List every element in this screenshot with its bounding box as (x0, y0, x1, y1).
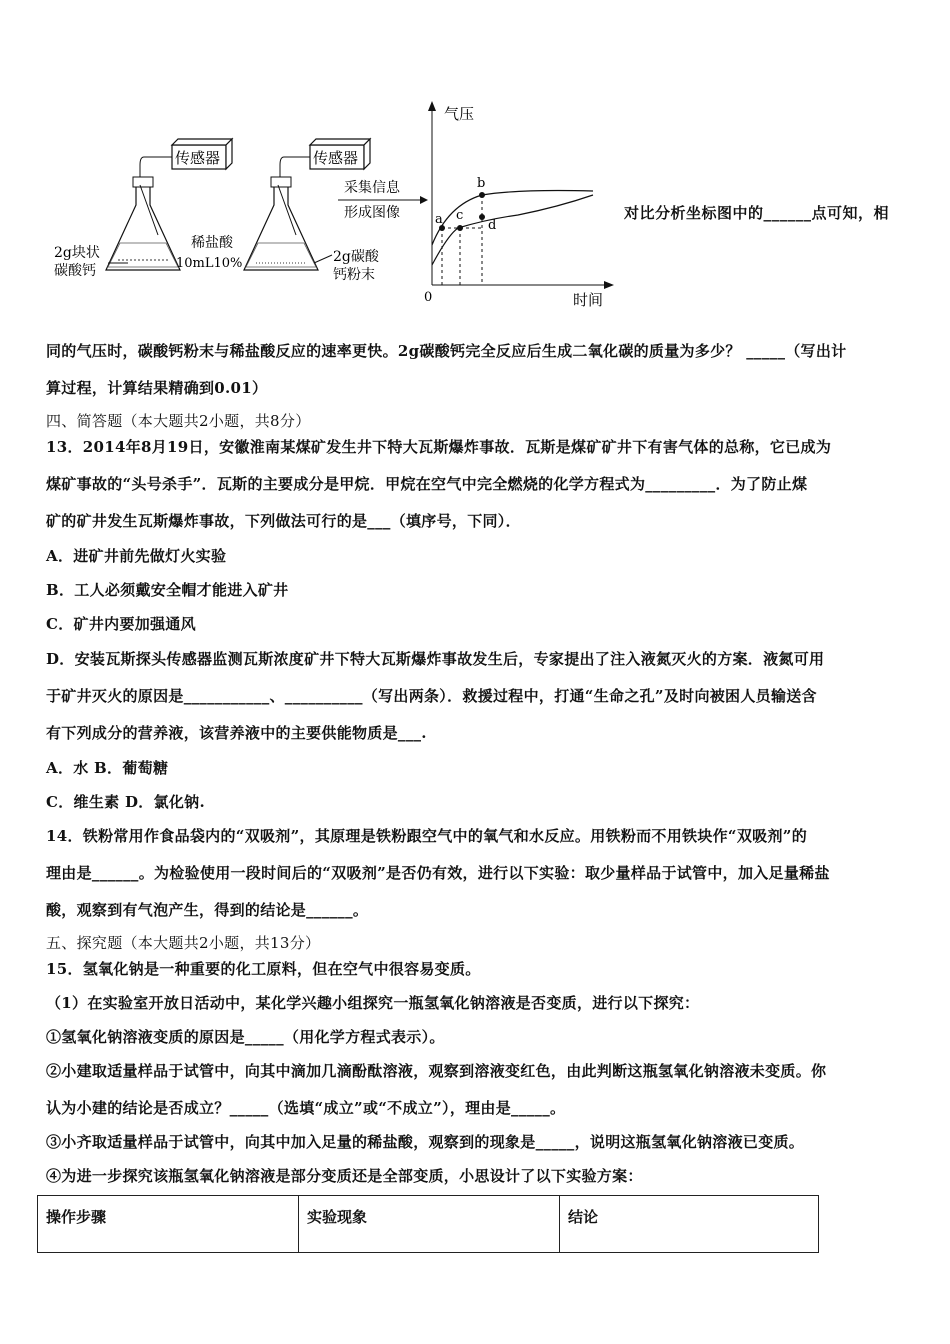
question-13-option-b: B．工人必须戴安全帽才能进入矿井 (46, 581, 289, 599)
question-13-option-a: A．进矿井前先做灯火实验 (46, 547, 227, 565)
question-15-item-2-line-2: 认为小建的结论是否成立？_____（选填“成立”或“不成立”），理由是_____。 (46, 1099, 566, 1117)
question-15-item-3: ③小齐取适量样品于试管中，向其中加入足量的稀盐酸，观察到的现象是_____，说明这瓶氢氧化钠溶液已变质。 (46, 1133, 805, 1151)
section-4-heading: 四、简答题（本大题共2小题，共8分） (46, 412, 311, 430)
acid-label-1: 稀盐酸 (191, 235, 233, 251)
table-header-steps: 操作步骤 (38, 1196, 299, 1253)
experiment-figure (48, 95, 628, 315)
right-flask-label-1: 2g碳酸 (333, 249, 379, 265)
left-sensor (172, 139, 232, 169)
question-13-option-d: D．安装瓦斯探头传感器监测瓦斯浓度矿井下特大瓦斯爆炸事故发生后，专家提出了注入液氮灭火的方案．液氮可用 (46, 650, 825, 668)
origin-label: 0 (424, 290, 433, 305)
question-15-item-1: ①氢氧化钠溶液变质的原因是_____（用化学方程式表示）。 (46, 1028, 445, 1046)
left-flask-label-1: 2g块状 (54, 245, 100, 261)
question-13-options-cd: C．维生素 D．氯化钠. (46, 793, 205, 811)
question-12-line-2: 算过程，计算结果精确到0.01） (46, 379, 268, 397)
question-14-line-3: 酸，观察到有气泡产生，得到的结论是______。 (46, 901, 369, 919)
point-d-label: d (488, 218, 497, 233)
point-b-label: b (477, 176, 486, 191)
table-header-row (38, 1196, 819, 1253)
experiment-table (37, 1195, 819, 1253)
y-axis-label: 气压 (444, 105, 475, 123)
right-sensor (310, 139, 370, 169)
question-14-line-2: 理由是______。为检验使用一段时间后的“双吸剂”是否仍有效，进行以下实验：取少量样品于试管中，加入足量稀盐 (46, 864, 830, 882)
x-axis-label: 时间 (573, 291, 604, 309)
figure-trailing-text: 对比分析坐标图中的______点可知，相 (624, 204, 890, 222)
question-13-option-c: C．矿井内要加强通风 (46, 615, 196, 633)
question-13-line-4: 于矿井灭火的原因是___________、__________（写出两条）．救援过程中，打通“生命之孔”及时向被困人员输送含 (46, 687, 817, 705)
question-13-line-1: 13．2014年8月19日，安徽淮南某煤矿发生井下特大瓦斯爆炸事故．瓦斯是煤矿矿井下有害气体的总称，它已成为 (46, 438, 832, 456)
left-flask-label-2: 碳酸钙 (54, 263, 96, 279)
left-flask (106, 177, 180, 270)
question-15-item-2-line-1: ②小建取适量样品于试管中，向其中滴加几滴酚酞溶液，观察到溶液变红色，由此判断这瓶氢氧化钠溶液未变质。你 (46, 1062, 827, 1080)
section-5-heading: 五、探究题（本大题共2小题，共13分） (46, 934, 321, 952)
question-14-line-1: 14．铁粉常用作食品袋内的“双吸剂”，其原理是铁粉跟空气中的氧气和水反应。用铁粉而不用铁块作“双吸剂”的 (46, 827, 807, 845)
point-a-label: a (435, 212, 443, 227)
right-flask-label-2: 钙粉末 (333, 267, 375, 283)
right-flask (244, 177, 318, 270)
point-c-label: c (456, 208, 464, 223)
left-sensor-label: 传感器 (175, 149, 221, 167)
arrow-label-1: 采集信息 (344, 180, 400, 196)
question-15-line-1: 15．氢氧化钠是一种重要的化工原料，但在空气中很容易变质。 (46, 960, 481, 978)
question-12-line-1: 同的气压时，碳酸钙粉末与稀盐酸反应的速率更快。2g碳酸钙完全反应后生成二氧化碳的质量为多少？ _____（写出计 (46, 342, 847, 360)
arrow-label-2: 形成图像 (344, 205, 400, 221)
question-13-options-ab: A．水 B．葡萄糖 (46, 759, 169, 777)
question-13-line-2: 煤矿事故的“头号杀手”．瓦斯的主要成分是甲烷．甲烷在空气中完全燃烧的化学方程式为_________．为了防止煤 (46, 475, 808, 493)
right-sensor-label: 传感器 (313, 149, 359, 167)
question-13-line-5: 有下列成分的营养液，该营养液中的主要供能物质是___. (46, 724, 427, 742)
question-15-part-1: （1）在实验室开放日活动中，某化学兴趣小组探究一瓶氢氧化钠溶液是否变质，进行以下探究： (46, 994, 700, 1012)
question-15-item-4: ④为进一步探究该瓶氢氧化钠溶液是部分变质还是全部变质，小思设计了以下实验方案： (46, 1167, 643, 1185)
acid-label-2: 10mL10% (176, 256, 243, 271)
table-header-phenomena: 实验现象 (299, 1196, 560, 1253)
table-header-conclusion: 结论 (560, 1196, 819, 1253)
pressure-time-graph (424, 101, 614, 309)
question-13-line-3: 矿的矿井发生瓦斯爆炸事故，下列做法可行的是___（填序号，下同）． (46, 512, 521, 530)
